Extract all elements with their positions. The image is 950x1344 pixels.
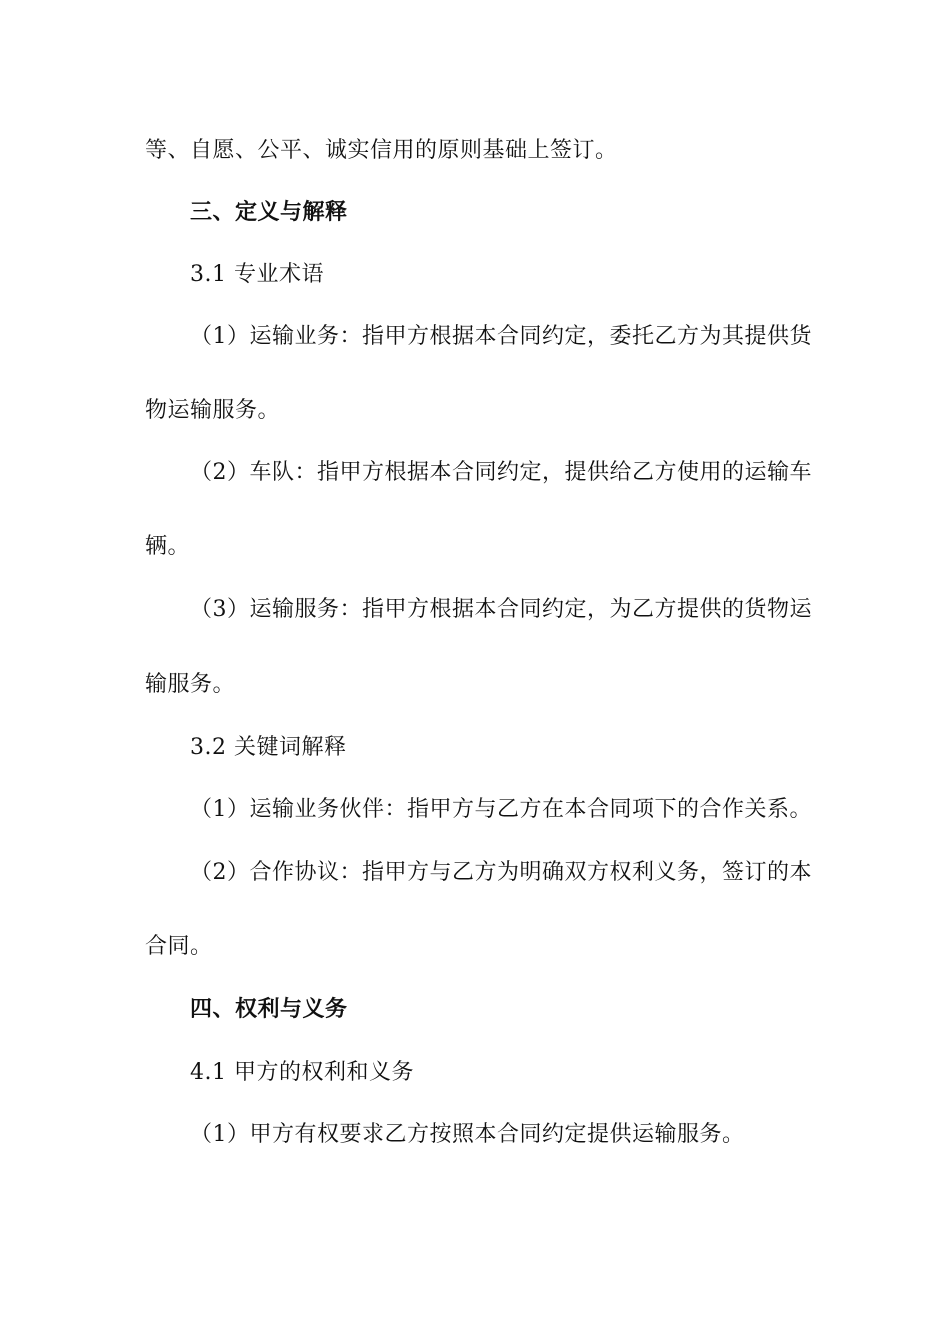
rights-item-1: （1）甲方有权要求乙方按照本合同约定提供运输服务。 [190,1122,745,1147]
subsection-heading-3-1: 3.1 专业术语 [190,262,324,287]
section-heading-4: 四、权利与义务 [190,997,348,1022]
definition-item-2-line-2: 辆。 [145,534,191,559]
section-heading-3: 三、定义与解释 [190,200,348,225]
definition-item-1-line-2: 物运输服务。 [145,398,281,423]
subsection-heading-3-2: 3.2 关键词解释 [190,735,347,760]
keyword-item-2-line-2: 合同。 [145,934,213,959]
subsection-heading-4-1: 4.1 甲方的权利和义务 [190,1060,414,1085]
paragraph-continuation: 等、自愿、公平、诚实信用的原则基础上签订。 [145,138,618,163]
keyword-item-2-line-1: （2）合作协议：指甲方与乙方为明确双方权利义务，签订的本 [190,860,812,885]
definition-item-1-line-1: （1）运输业务：指甲方根据本合同约定，委托乙方为其提供货 [190,324,812,349]
definition-item-2-line-1: （2）车队：指甲方根据本合同约定，提供给乙方使用的运输车 [190,460,812,485]
definition-item-3-line-2: 输服务。 [145,672,236,697]
keyword-item-1: （1）运输业务伙伴：指甲方与乙方在本合同项下的合作关系。 [190,797,812,822]
definition-item-3-line-1: （3）运输服务：指甲方根据本合同约定，为乙方提供的货物运 [190,597,812,622]
